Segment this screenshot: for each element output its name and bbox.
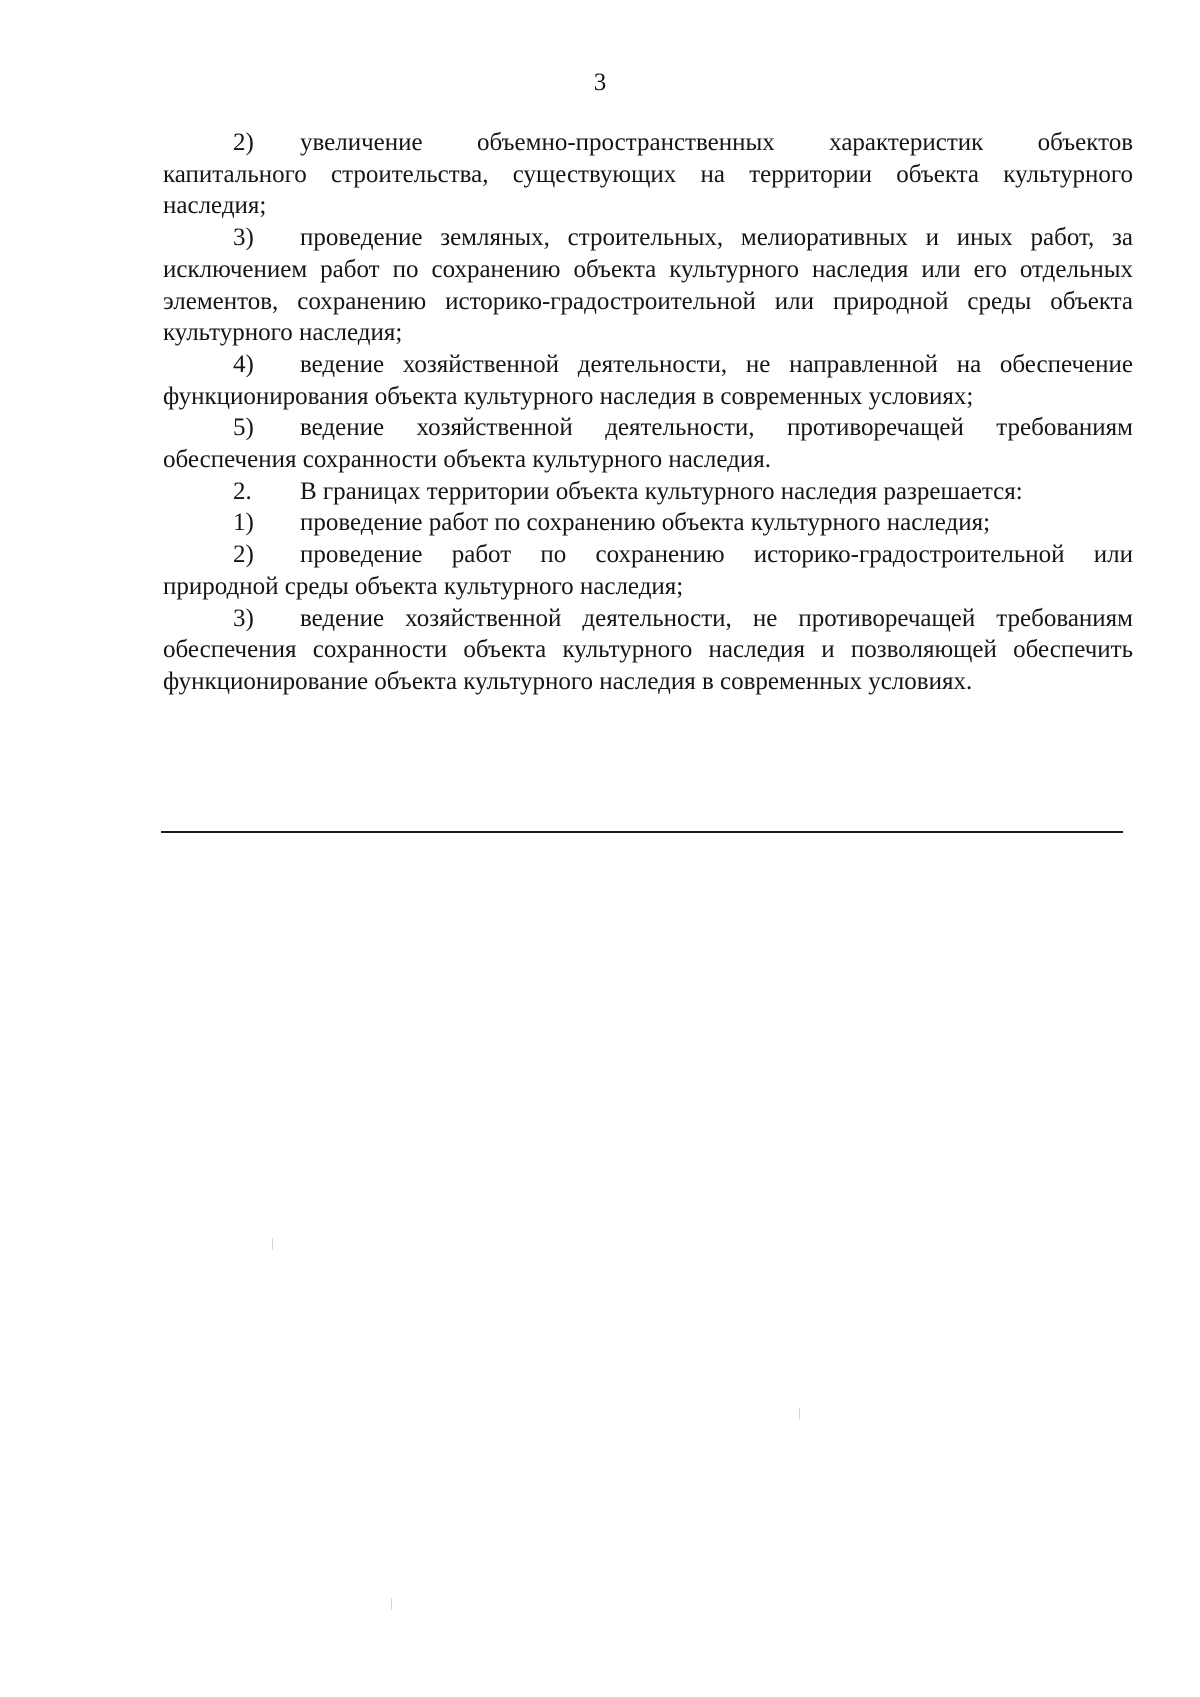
item-text: ведение хозяйственной деятельности, не противоречащей требованиям обеспечения сохранности объекта культурного наследия и позволяющей обеспечить функционирование объекта культурного наследия в современных условиях. [163, 604, 1133, 695]
item-number: 1) [233, 509, 254, 537]
scan-speck [391, 1598, 392, 1610]
list-item [163, 127, 1133, 222]
item-text: проведение работ по сохранению объекта культурного наследия; [300, 509, 991, 537]
item-number: 5) [233, 414, 254, 442]
page-number: 3 [593, 69, 607, 96]
item-number: 2) [233, 541, 254, 569]
list-item [163, 412, 1133, 475]
item-text: увеличение объемно-пространственных характеристик объектов капитального строительства, существующих на территории объекта культурного наследия; [163, 129, 1133, 220]
list-item [163, 603, 1133, 698]
item-number: 2) [233, 129, 254, 156]
list-item [163, 539, 1133, 602]
item-number: 3) [233, 224, 254, 252]
item-text: В границах территории объекта культурного наследия разрешается: [300, 477, 1023, 505]
list-item [163, 507, 1133, 539]
item-text: проведение работ по сохранению историко-градостроительной или природной среды объекта культурного наследия; [163, 541, 1133, 600]
list-item [163, 222, 1133, 349]
end-separator-line [161, 831, 1123, 833]
scan-speck [799, 1408, 800, 1420]
section-heading-item [163, 476, 1133, 508]
item-text: проведение земляных, строительных, мелиоративных и иных работ, за исключением работ по сохранению объекта культурного наследия или его отдельных элементов, сохранению историко-градостроительной или природной среды объекта культурного наследия; [163, 224, 1133, 347]
list-item [163, 349, 1133, 412]
item-text: ведение хозяйственной деятельности, противоречащей требованиям обеспечения сохранности объекта культурного наследия. [163, 414, 1133, 474]
item-number: 4) [233, 350, 254, 378]
item-number: 2. [233, 477, 252, 505]
document-body [163, 127, 1133, 698]
item-number: 3) [233, 604, 254, 632]
scan-speck [272, 1238, 273, 1250]
item-text: ведение хозяйственной деятельности, не направленной на обеспечение функционирования объекта культурного наследия в современных условиях; [163, 350, 1133, 410]
